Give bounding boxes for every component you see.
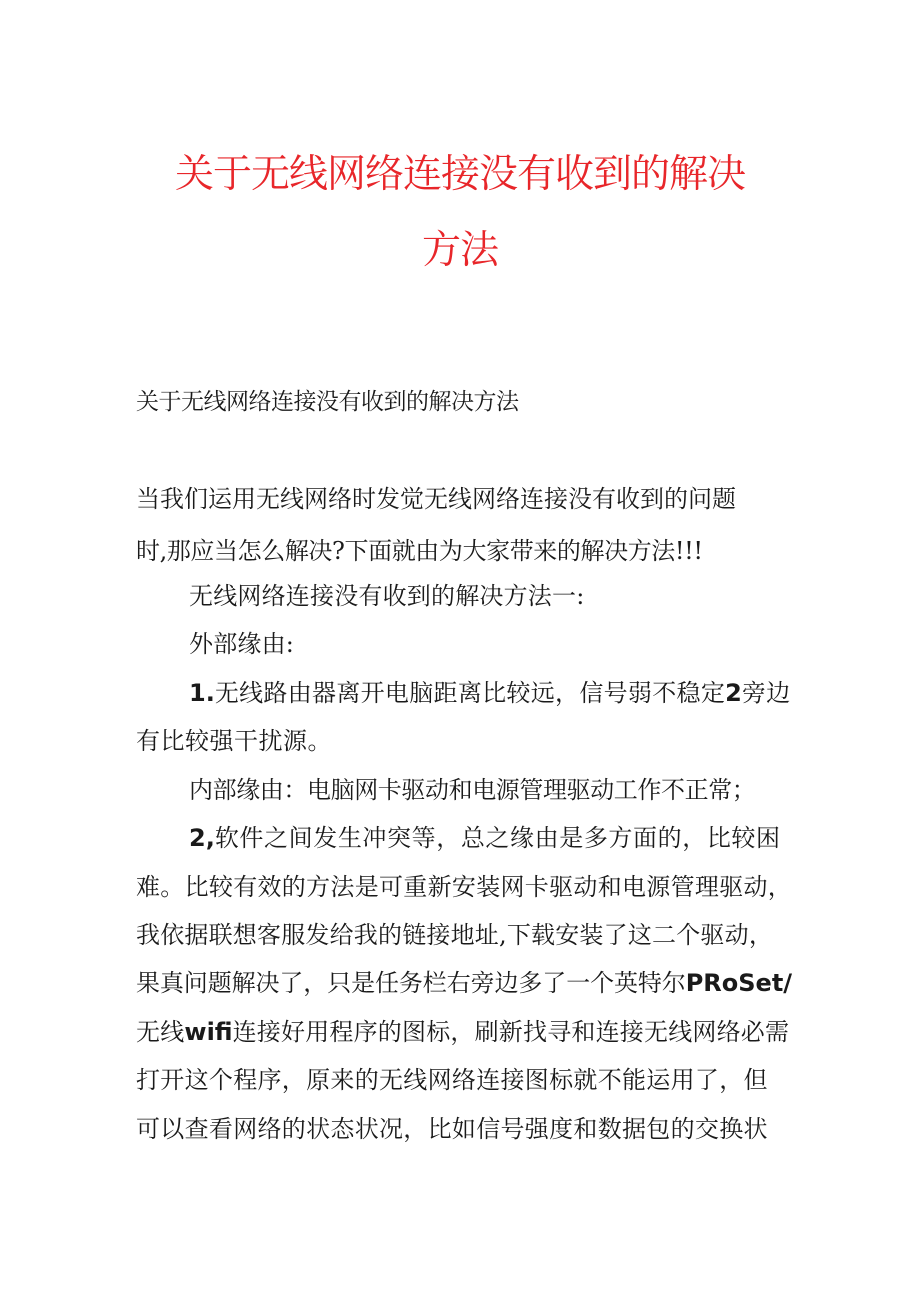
- external-cause-text-1: 无线路由器离开电脑距离比较远，信号弱不稳定: [214, 679, 726, 707]
- document-subtitle: 关于无线网络连接没有收到的解决方法: [136, 389, 519, 415]
- paragraph-line-6: 打开这个程序，原来的无线网络连接图标就不能运用了，但: [136, 1066, 768, 1094]
- intro-line-2: 时,那应当怎么解决?下面就由为大家带来的解决方法!!!: [136, 537, 703, 565]
- item-number-2: 2: [725, 679, 742, 707]
- external-cause-heading: 外部缘由:: [189, 630, 295, 658]
- method-heading: 无线网络连接没有收到的解决方法一:: [189, 582, 585, 610]
- paragraph-text-5-post: 连接好用程序的图标，刷新找寻和连接无线网络必需: [232, 1018, 790, 1046]
- item-number-2-comma: 2,: [189, 824, 215, 852]
- paragraph-line-5: [136, 1020, 789, 1044]
- paragraph-line-2: 难。比较有效的方法是可重新安装网卡驱动和电源管理驱动，: [136, 873, 793, 901]
- paragraph-line-7: 可以查看网络的状态状况，比如信号强度和数据包的交换状: [136, 1115, 768, 1143]
- paragraph-line-1: [189, 826, 781, 850]
- paragraph-text-1: 软件之间发生冲突等，总之缘由是多方面的，比较困: [214, 824, 781, 852]
- paragraph-text-4: 果真问题解决了，只是任务栏右旁边多了一个英特尔: [136, 969, 686, 997]
- item-number-1: 1.: [189, 679, 215, 707]
- external-cause-line-1: [189, 681, 790, 705]
- paragraph-text-5-pre: 无线: [136, 1018, 185, 1046]
- external-cause-line-2: 有比较强干扰源。: [136, 727, 332, 755]
- internal-cause-line: 内部缘由：电脑网卡驱动和电源管理驱动工作不正常；: [189, 776, 756, 804]
- proset-term: PRoSet/: [685, 969, 793, 997]
- wifi-term: wifi: [184, 1018, 233, 1046]
- document-title-line-1: 关于无线网络连接没有收到的解决: [174, 152, 745, 197]
- external-cause-text-2: 旁边: [741, 679, 791, 707]
- paragraph-line-4: [136, 971, 792, 995]
- paragraph-line-3: 我依据联想客服发给我的链接地址,下载安装了这二个驱动，: [136, 921, 774, 949]
- intro-line-1: 当我们运用无线网络时发觉无线网络连接没有收到的问题: [136, 485, 736, 513]
- document-title-line-2: 方法: [421, 228, 498, 273]
